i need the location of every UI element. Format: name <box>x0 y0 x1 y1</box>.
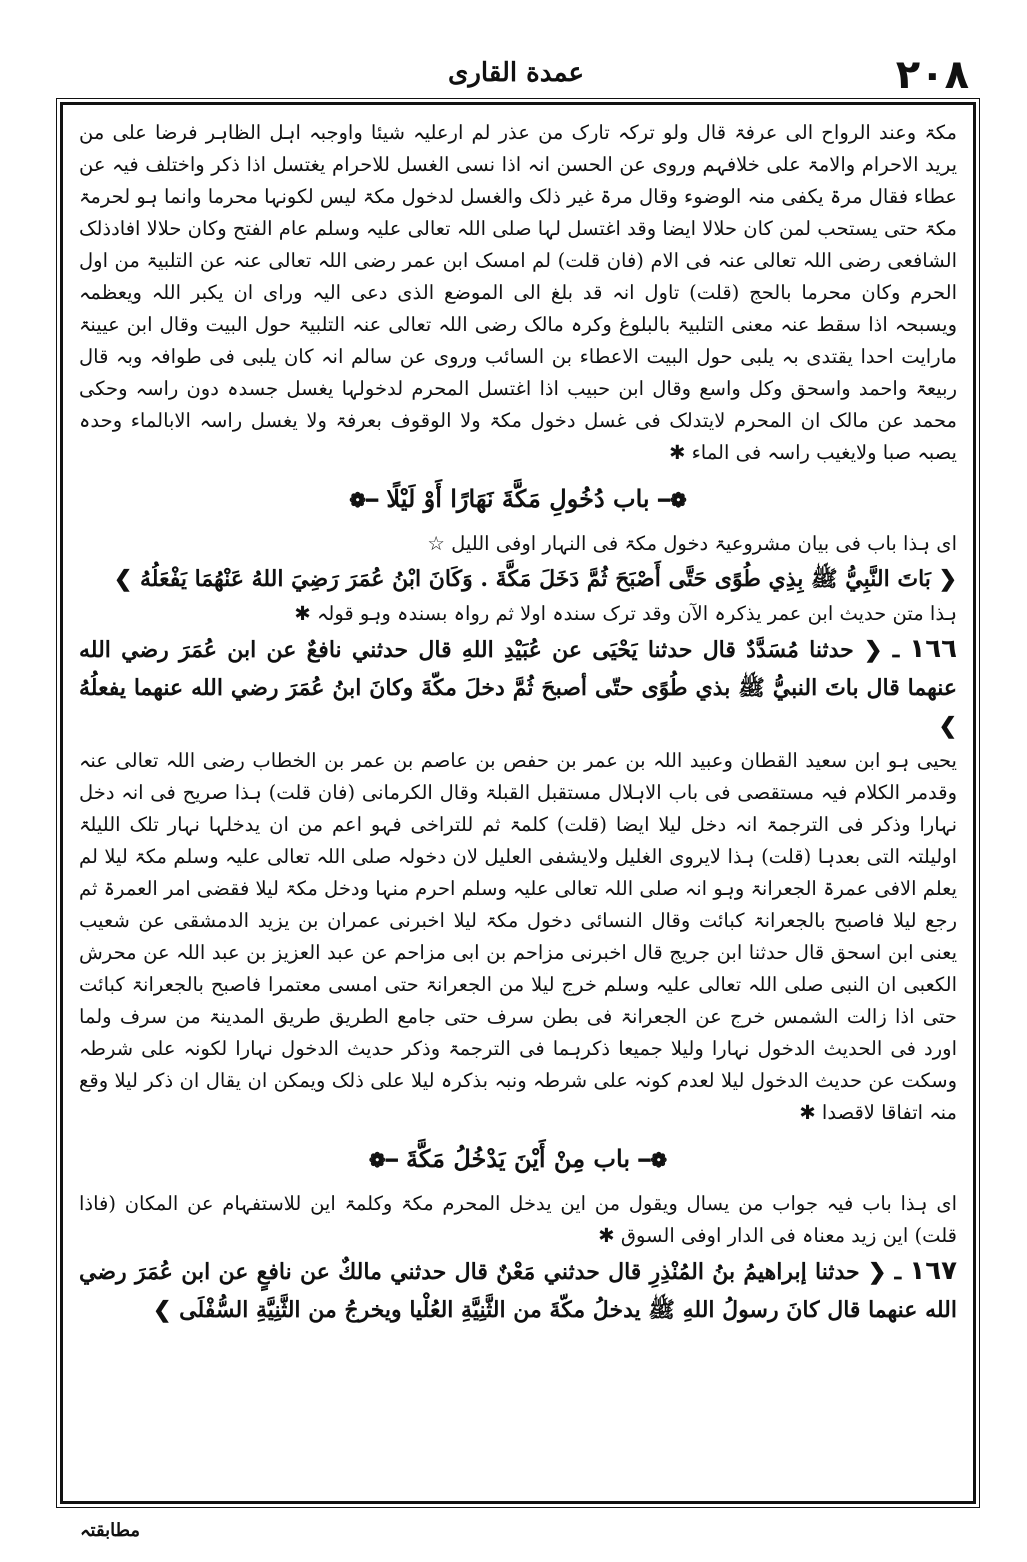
chapter-heading-1 <box>79 483 957 516</box>
bracket-open-icon: ❮ <box>930 566 957 592</box>
bracket-close-icon: ❯ <box>938 713 957 739</box>
tarjama-note <box>79 598 957 630</box>
bracket-close-icon: ❯ <box>113 566 133 592</box>
hadith-166-matn: عنهما قال باتَ النبيُّ ﷺ بذي طُوًى حتّى أصبحَ ثُمَّ دخلَ مكّةَ وكانَ ابنُ عُمَرَ رضي الله عنهما يفعلُهُ <box>79 675 957 701</box>
chapter-heading-2 <box>79 1143 957 1176</box>
ornament-right-icon: ❁━ <box>638 1148 668 1172</box>
page-header <box>55 52 977 100</box>
ornament-left-icon: ━❁ <box>368 1148 398 1172</box>
end-mark-icon: ✱ <box>669 441 686 464</box>
hadith-167-isnad: حدثنا إبراهيمُ بنُ المُنْذِرِ قال حدثني مَعْنٌ قال حدثني مالكٌ عن نافعٍ عن ابن عُمَرَ <box>134 1259 860 1285</box>
running-title: عمدة القاری <box>448 58 584 88</box>
end-mark-icon: ✱ <box>799 1101 816 1124</box>
chapter-explanation-text-1: ای ہذا باب فی بیان مشروعیۃ دخول مکۃ فی النہار اوفی اللیل <box>451 532 957 555</box>
ornament-left-icon: ━❁ <box>349 488 379 512</box>
hadith-166-isnad: حدثنا مُسَدَّدٌ قال حدثنا يَحْيَى عن عُبَيْدِ اللهِ قال حدثني نافعٌ عن ابن عُمَرَ رضي الله <box>79 637 854 663</box>
paragraph-continuation <box>79 117 957 469</box>
catchword: مطابقتہ <box>80 1520 140 1541</box>
hadith-166-commentary <box>79 745 957 1129</box>
star-mark-icon: ☆ <box>427 532 445 555</box>
chapter-explanation-2 <box>79 1188 957 1252</box>
hadith-number-166: ١٦٦ <box>909 634 957 664</box>
chapter-explanation-1 <box>79 528 957 560</box>
paragraph-text: مکۃ وعند الرواح الی عرفۃ قال ولو ترکہ تارک من عذر لم ارعلیہ شیئا واوجبہ اہل الظاہر فرضا علی من یرید الاحرام والامۃ علی خلافہم وروی عن الحسن انہ اذا نسی الغسل للاحرام یغتسل اذا ذکر واختلف فیہ عن عطاء فقال مرۃ یکفی منہ الوضوء وقال مرۃ غیر ذلک والغسل لدخول مکۃ لیس لکونہا محرما وانما ہو لحرمۃ مکۃ حتی یستحب لمن کان حلالا ایضا وقد اغتسل لہا صلی اللہ تعالی علیہ وسلم عام الفتح وکان حلالا افادذلک الشافعی رضی اللہ تعالی عنہ فی الام (فان قلت) لم امسک ابن عمر رضی اللہ تعالی عنہ عن التلبیۃ من اول الحرم وکان محرما بالحج (قلت) تاول انہ قد بلغ الی الموضع الذی دعی الیہ ورای ان یکبر اللہ ویعظمہ ویسبحہ اذا سقط عنہ معنی التلبیۃ بالبلوغ وکرہ مالک رضی اللہ تعالی عنہ التلبیۃ حول البیت وقال ابن عیینۃ مارایت احدا یقتدی بہ یلبی حول البیت الاعطاء بن السائب وروی عن سالم انہ کان یلبی فی طوافہ وبہ قال ربیعۃ واحمد واسحق وکل واسع وقال ابن حبیب اذا اغتسل المحرم لدخولہا یغسل جسدہ دون راسہ وحکی محمد عن مالک ان المحرم لایتدلک فی غسل دخول مکۃ ولا الوقوف بعرفۃ ولا یغسل راسہ الابالماء وحدہ یصبہ صبا ولایغیب راسہ فی الماء <box>79 121 957 464</box>
chapter-title-1: باب دُخُولِ مَكَّةَ نَهَارًا أَوْ لَيْلًا <box>386 484 650 513</box>
tarjama-line <box>79 560 957 598</box>
hadith-167: ١٦٧ ـ ❮ حدثنا إبراهيمُ بنُ المُنْذِرِ قال حدثني مَعْنٌ قال حدثني مالكٌ عن نافعٍ عن ابن عُمَرَ رضي الله عنهما قال كانَ رسولُ اللهِ ﷺ يدخلُ مكّةَ من الثَّنِيَّةِ العُلْيا ويخرجُ من الثَّنِيَّةِ السُّفْلَى ❯ <box>79 1256 958 1323</box>
tarjama-note-text: ہذا متن حدیث ابن عمر یذکرہ الآن وقد ترک سندہ اولا ثم رواہ بسندہ وہو قولہ <box>316 602 957 625</box>
end-mark-icon: ✱ <box>294 602 311 625</box>
text-frame <box>60 102 976 1504</box>
hadith-166-commentary-text: یحیی ہو ابن سعید القطان وعبید اللہ بن عمر بن حفص بن عاصم بن عمر بن الخطاب رضی اللہ تعالی عنہ وقدمر الکلام فیہ مستقصی فی باب الاہلال مستقبل القبلۃ وقال الکرمانی (فان قلت) ہذا صریح فی انہ دخل نہارا وذکر فی الترجمۃ انہ دخل لیلا ایضا (قلت) کلمۃ ثم للتراخی فہو اعم من ان یدخلہا نہار تلک اللیلۃ اولیلتہ التی بعدہا (قلت) ہذا لایروی الغلیل ولایشفی العلیل لان دخولہ صلی اللہ تعالی علیہ وسلم مکۃ لیلا لم یعلم الافی عمرۃ الجعرانۃ وہو انہ صلی اللہ تعالی علیہ وسلم احرم منہا ودخل مکۃ لیلا فقضی امر العمرۃ ثم رجع لیلا فاصبح بالجعرانۃ کبائت وقال النسائی دخول مکۃ لیلا اخبرنی عمران بن یزید الدمشقی عن شعیب یعنی ابن اسحق قال حدثنا ابن جریج قال اخبرنی مزاحم بن ابی مزاحم عن عبد العزیز بن عبد اللہ عن محرش الکعبی ان النبی صلی اللہ تعالی علیہ وسلم خرج لیلا من الجعرانۃ حتی امسی معتمرا فاصبح بالجعرانۃ کبائت حتی اذا زالت الشمس خرج عن الجعرانۃ فی بطن سرف حتی جامع الطریق طریق المدینۃ من سرف ولما اورد فی الحدیث الدخول نہارا ولیلا جمیعا ذکرہما فی الترجمۃ وذکر حدیث الدخول نہارا لکونہ علی شرطہ وسکت عن حدیث الدخول لیلا لعدم کونہ علی شرطہ ونبہ بذکرہ لیلا علی ذلک ویمکن ان یقال ان ذکر لیلا وقع منہ اتفاقا لاقصدا <box>79 749 957 1124</box>
hadith-167-matn: رضي الله عنهما قال كانَ رسولُ اللهِ ﷺ يدخلُ مكّةَ من الثَّنِيَّةِ العُلْيا ويخرجُ من الثَّنِيَّةِ السُّفْلَى <box>79 1259 957 1323</box>
page-number: ۲۰۸ <box>895 52 969 98</box>
chapter-explanation-text-2: ای ہذا باب فیہ جواب من یسال ویقول من این یدخل المحرم مکۃ وکلمۃ این للاستفہام عن المکان (فاذا قلت) این زید معناہ فی الدار اوفی السوق <box>79 1192 957 1247</box>
end-mark-icon: ✱ <box>598 1224 615 1247</box>
bracket-close-icon: ❯ <box>153 1297 172 1323</box>
chapter-title-2: باب مِنْ أَيْنَ يَدْخُلُ مَكَّةَ <box>405 1144 630 1173</box>
tarjama-text: بَاتَ النَّبِيُّ ﷺ بِذِي طُوًى حَتَّى أَصْبَحَ ثُمَّ دَخَلَ مَكَّةَ . وَكَانَ ابْنُ عُمَرَ رَضِيَ اللهُ عَنْهُمَا يَفْعَلُهُ <box>140 566 931 592</box>
hadith-166: ١٦٦ ـ ❮ حدثنا مُسَدَّدٌ قال حدثنا يَحْيَى عن عُبَيْدِ اللهِ قال حدثني نافعٌ عن ابن عُمَرَ رضي الله عنهما قال باتَ النبيُّ ﷺ بذي طُوًى حتّى أصبحَ ثُمَّ دخلَ مكّةَ وكانَ ابنُ عُمَرَ رضي الله عنهما يفعلُهُ ❯ <box>79 634 957 739</box>
page-content <box>63 105 973 1329</box>
hadith-number-167: ١٦٧ <box>909 1256 958 1286</box>
ornament-right-icon: ❁━ <box>657 488 687 512</box>
